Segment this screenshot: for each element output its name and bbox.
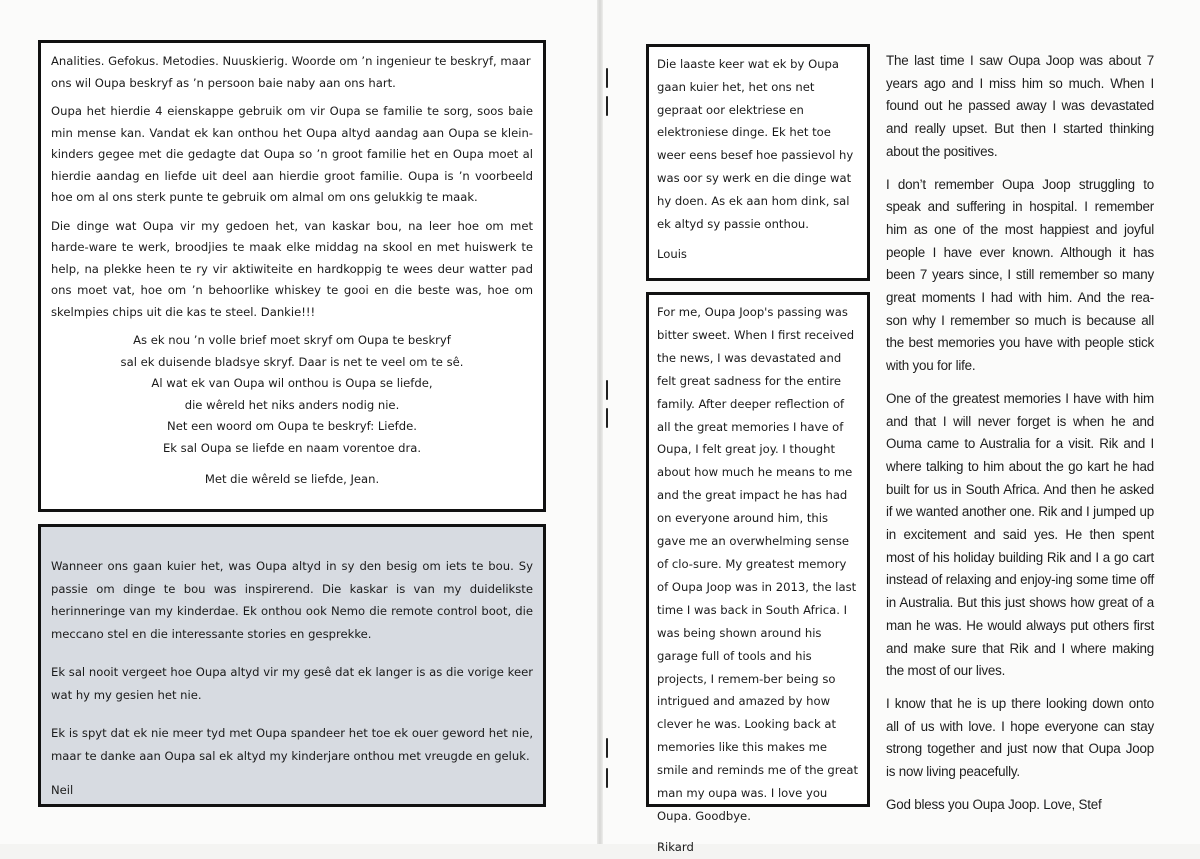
spine-mark: [606, 380, 608, 400]
jean-verse-line: die wêreld het niks anders nodig nie.: [184, 397, 400, 412]
booklet-fold: [597, 0, 603, 844]
spine-mark: [606, 738, 608, 758]
jean-paragraph: Oupa het hierdie 4 eienskappe gebruik om vir Oupa se familie te sorg, soos baie min mense kan. Vandat ek kan onthou het Oupa altyd aandag aan Oupa se klein-kinders gegee met die gedagte dat Oupa so ’n groot familie het en Oupa moet al hierdie aandag en liefde uit deel aan hierdie groot familie. Oupa is ’n voorbeeld hoe om al ons sterk punte te gebruik om almal om ons gelukkig te maak.: [51, 104, 533, 204]
neil-paragraph: Wanneer ons gaan kuier het, was Oupa altyd in sy den besig om iets te bou. Sy passie om dinge te bou was inspirerend. Die kaskar is van my duidelikste herinneringe van my kinderdae. Ek onthou ook Nemo die remote control boot, die meccano stel en die interessante stories en gesprekke.: [51, 559, 533, 641]
jean-verse-line: As ek nou ’n volle brief moet skryf om Oupa te beskryf: [133, 333, 451, 347]
jean-paragraph: Die dinge wat Oupa vir my gedoen het, van kaskar bou, na leer hoe om met harde-ware te werk, broodjies te maak elke middag na skool en met huiswerk te help, na plekke heen te ry vir aktiwiteite en hardkoppig te wees deur watter pad ons moet vat, hoe om ’n behoorlike whiskey te gooi en die beste was, hoe om skelmpies chips uit die kas te steel. Dankie!!!: [51, 218, 533, 319]
neil-signature: Neil: [51, 783, 74, 797]
spine-mark: [606, 96, 608, 116]
jean-verse-line: sal ek duisende bladsye skryf. Daar is net te veel om te sê.: [120, 354, 464, 369]
stef-paragraph: The last time I saw Oupa Joop was about 7 years ago and I miss him so much. When I found out he passed away I was devastated and really upset. But then I started thinking about the positives.: [886, 53, 1154, 159]
spine-mark: [606, 68, 608, 88]
neil-paragraph: Ek is spyt dat ek nie meer tyd met Oupa spandeer het toe ek ouer geword het nie, maar te danke aan Oupa sal ek altyd my kinderjare onthou met vreugde en geluk.: [51, 726, 533, 763]
stef-paragraph: I don’t remember Oupa Joop struggling to speak and suffering in hospital. I remember him as one of the most happiest and joyful people I have ever known. Although it has been 7 years since, I still remember so many great moments I had with him. And the rea-son why I remember so much is because all the best memories you have with people stick with you for life.: [886, 176, 1154, 374]
tribute-box-neil: [38, 524, 546, 807]
stef-paragraph: I know that he is up there looking down onto all of us with love. I hope everyone can stay strong together and just now that Oupa Joop is now living peacefully.: [886, 695, 1154, 780]
stef-signoff: God bless you Oupa Joop. Love, Stef: [886, 796, 1102, 812]
jean-verse-line: Ek sal Oupa se liefde en naam vorentoe dra.: [162, 440, 422, 455]
rikard-text: For me, Oupa Joop's passing was bitter sweet. When I first received the news, I was devastated and felt great sadness for the entire family. After deeper reflection of all the great memories I have of Oupa, I felt great joy. I thought about how much he means to me and the great impact he has had on everyone around him, this gave me an overwhelming sense of clo-sure. My greatest memory of Oupa Joop was in 2013, the last time I was back in South Africa. I was being shown around his garage full of tools and his projects, I remem-ber being so intrigued and amazed by how clever he was. Looking back at memories like this makes me smile and reminds me of the great man my oupa was. I love you Oupa. Goodbye.: [657, 305, 859, 823]
jean-signoff: Met die wêreld se liefde, Jean.: [204, 472, 380, 486]
tribute-column-stef: [886, 50, 1154, 827]
jean-verse-line: Net een woord om Oupa te beskryf: Liefde.: [167, 419, 417, 433]
rikard-signature: Rikard: [657, 839, 694, 854]
jean-verse-line: Al wat ek van Oupa wil onthou is Oupa se liefde,: [151, 376, 433, 390]
spine-mark: [606, 408, 608, 428]
tribute-box-louis: [646, 44, 870, 281]
neil-paragraph: Ek sal nooit vergeet hoe Oupa altyd vir my gesê dat ek langer is as die vorige keer wat hy my gesien het nie.: [51, 665, 533, 702]
stef-paragraph: One of the greatest memories I have with him and that I will never forget is when he and Ouma came to Australia for a visit. Rik and I where talking to him about the go kart he had built for us in South Africa. And then he asked if we wanted another one. Rik and I jumped up in excitement and said yes. He then spent most of his holiday building Rik and I a go cart instead of relaxing and enjoy-ing some time off in Australia. But this just shows how great of a man he was. He would always put others first and make sure that Rik and I where making the most of our lives.: [886, 390, 1154, 679]
louis-signature: Louis: [657, 247, 687, 262]
jean-centered-verse: [51, 330, 533, 459]
tribute-box-jean: [38, 40, 546, 512]
louis-text: Die laaste keer wat ek by Oupa gaan kuier het, het ons net gepraat oor elektriese en elektroniese dinge. Ek het toe weer eens besef hoe passievol hy was oor sy werk en die dinge wat hy doen. As ek aan hom dink, sal ek altyd sy passie onthou.: [657, 57, 854, 231]
spine-mark: [606, 768, 608, 788]
tribute-box-rikard: [646, 292, 870, 854]
jean-paragraph: Analities. Gefokus. Metodies. Nuuskierig. Woorde om ’n ingenieur te beskryf, maar ons wil Oupa beskryf as ’n persoon baie naby aan ons hart.: [51, 54, 531, 90]
